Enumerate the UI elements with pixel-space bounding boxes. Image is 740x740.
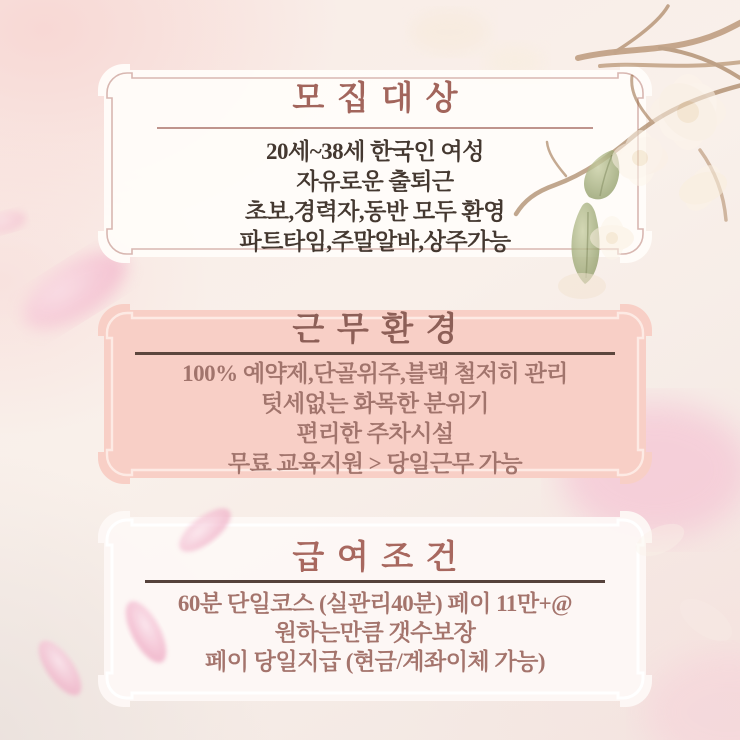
info-line: 자유로운 출퇴근 xyxy=(296,169,454,194)
info-line: 100% 예약제,단골위주,블랙 철저히 관리 xyxy=(182,360,568,386)
info-line: 텃세없는 화목한 분위기 xyxy=(261,390,489,416)
info-line: 20세~38세 한국인 여성 xyxy=(266,139,484,164)
info-line: 무료 교육지원 > 당일근무 가능 xyxy=(227,450,523,476)
title-divider xyxy=(157,127,593,129)
info-line: 파트타임,주말알바,상주가능 xyxy=(239,229,511,254)
title-divider xyxy=(145,580,605,583)
section-title: 모집대상 xyxy=(292,81,471,117)
section-title: 근무환경 xyxy=(292,312,471,348)
corner-glow xyxy=(643,652,740,740)
info-line: 60분 단일코스 (실관리40분) 페이 11만+@ xyxy=(177,590,573,616)
section-title: 급여조건 xyxy=(292,540,471,576)
section-work-environment xyxy=(98,304,652,484)
faint-blossom xyxy=(410,10,490,54)
section-pay-conditions xyxy=(98,511,652,707)
title-divider xyxy=(135,352,615,355)
info-line: 초보,경력자,동반 모두 환영 xyxy=(245,199,505,224)
edge-petal xyxy=(0,207,28,237)
info-line: 편리한 주차시설 xyxy=(296,420,454,446)
section-recruit-target xyxy=(98,64,652,263)
info-line: 원하는만큼 갯수보장 xyxy=(274,619,476,645)
info-line: 페이 당일지급 (현금/계좌이체 가능) xyxy=(204,648,545,674)
